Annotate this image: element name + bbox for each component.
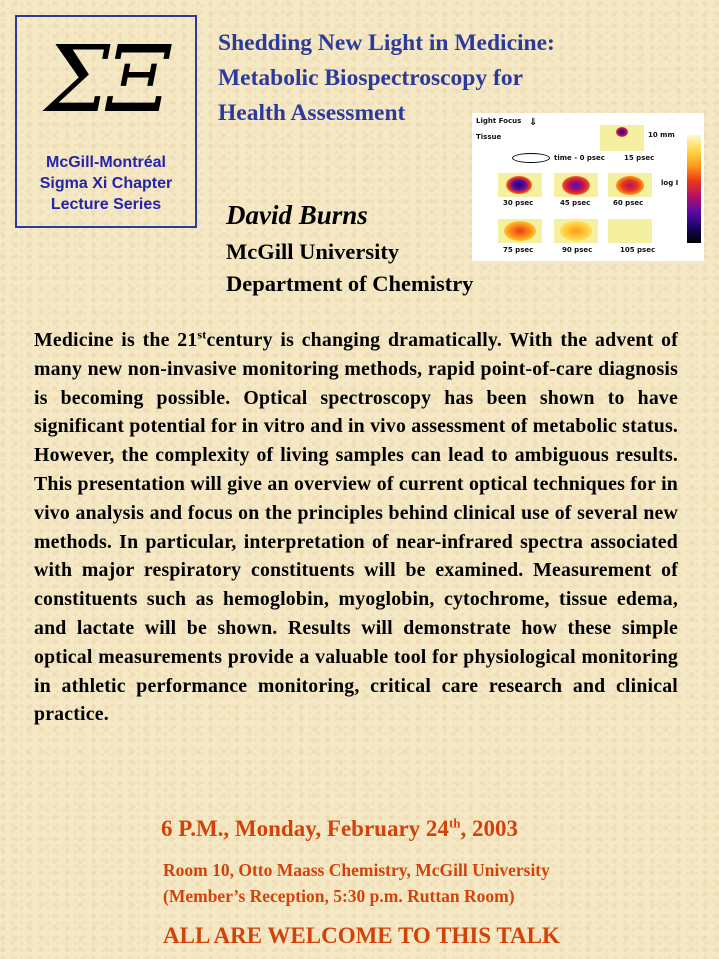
figure-time-90: 90 psec: [562, 246, 593, 254]
figure-blob: [560, 221, 592, 241]
figure-light-ellipse: [512, 153, 550, 163]
welcome-banner: ALL ARE WELCOME TO THIS TALK: [163, 923, 560, 948]
abstract-ordinal-suffix: st: [197, 327, 207, 342]
abstract-part-2: century is changing dramatically. With the advent of many new non-invasive monitoring methods, rapid point-of-care diagnosis is becoming possible. Optical spectroscopy has been shown to have significant potential for in vitro and in vivo assessment of metabolic status. However, the complexity of living samples can lead to ambiguous results. This presentation will give an overview of current optical techniques for in vivo analysis and focus on the principles behind clinical use of several new methods. In particular, interpretation of near-infrared spectra associated with major respiratory constituents will be examined. Measurement of constituents such as hemoglobin, myoglobin, cytochrome, tissue edema, and lactate will be shown. Results will demonstrate how these simple optical measurements provide a valuable tool for physiological monitoring in athletic performance monitoring, critical care research and clinical practice.: [34, 329, 678, 726]
figure-time-45: 45 psec: [560, 199, 591, 207]
figure-blob: [506, 176, 532, 194]
figure-tissue-label: Tissue: [476, 133, 502, 141]
figure-time-75: 75 psec: [503, 246, 534, 254]
event-date: [161, 816, 518, 842]
figure-frame-90: [554, 219, 598, 243]
sigma-xi-logo-box: [15, 15, 197, 228]
speaker-department: Department of Chemistry: [226, 271, 474, 296]
figure-blob: [616, 127, 628, 137]
talk-title-line-2: Metabolic Biospectroscopy for: [218, 65, 524, 91]
speaker-university: McGill University: [226, 239, 400, 264]
figure-scale-label: 10 mm: [648, 131, 675, 139]
light-propagation-figure: [472, 113, 704, 261]
figure-blob: [504, 221, 536, 241]
figure-frame-75: [498, 219, 542, 243]
figure-log-label: log I: [661, 179, 679, 187]
speaker-name: David Burns: [226, 200, 368, 230]
chapter-line-3: Lecture Series: [50, 196, 162, 213]
figure-blob: [562, 176, 590, 195]
figure-frame-45: [554, 173, 598, 197]
figure-frame-30: [498, 173, 542, 197]
chapter-line-1: McGill-Montréal: [45, 154, 166, 171]
figure-frame-15: [600, 125, 644, 151]
event-date-part-2: , 2003: [460, 816, 518, 841]
chapter-line-2: Sigma Xi Chapter: [39, 175, 173, 192]
talk-title-line-3: Health Assessment: [218, 100, 406, 126]
abstract-text: [34, 326, 678, 729]
event-date-suffix: th: [448, 815, 461, 831]
event-reception: (Member’s Reception, 5:30 p.m. Ruttan Room): [163, 886, 515, 906]
figure-time-60: 60 psec: [613, 199, 644, 207]
abstract-part-1: Medicine is the 21: [34, 329, 198, 351]
talk-title-line-1: Shedding New Light in Medicine:: [218, 30, 555, 56]
event-date-part-1: 6 P.M., Monday, February 24: [161, 816, 449, 841]
figure-time-105: 105 psec: [620, 246, 656, 254]
figure-frame-105: [608, 219, 652, 243]
sigma-xi-symbol: ΣΞ: [45, 26, 167, 133]
figure-time-30: 30 psec: [503, 199, 534, 207]
event-venue: Room 10, Otto Maass Chemistry, McGill University: [163, 860, 550, 880]
figure-blob: [616, 176, 644, 195]
figure-light-focus-label: Light Focus: [476, 117, 522, 125]
light-beam-icon: ⇓: [529, 117, 538, 128]
figure-frame-60: [608, 173, 652, 197]
chapter-label: [17, 152, 195, 215]
figure-colorbar: [687, 135, 701, 243]
figure-time-0: time - 0 psec: [554, 154, 605, 162]
figure-time-15: 15 psec: [624, 154, 655, 162]
